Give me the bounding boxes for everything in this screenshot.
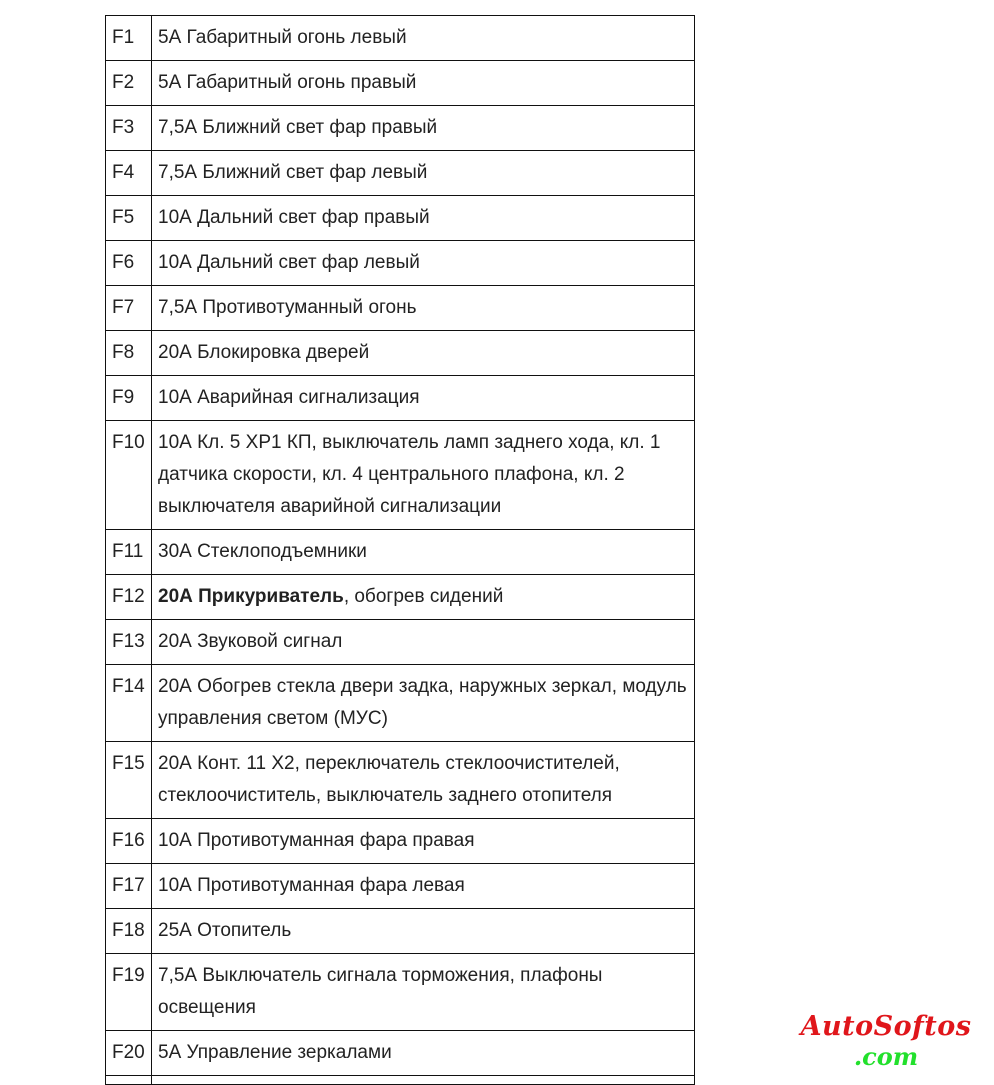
fuse-id: F17 (106, 864, 152, 909)
fuse-description-text: 10А Противотуманная фара левая (158, 875, 465, 896)
fuse-description (152, 151, 695, 196)
fuse-description (152, 421, 695, 530)
fuse-row (106, 954, 695, 1031)
fuse-row (106, 665, 695, 742)
fuse-description (152, 241, 695, 286)
fuse-id: F5 (106, 196, 152, 241)
fuse-description-text: 20А Блокировка дверей (158, 342, 370, 363)
fuse-row (106, 620, 695, 665)
fuse-description (152, 106, 695, 151)
fuse-description-text: 5А Габаритный огонь левый (158, 27, 407, 48)
fuse-id: F10 (106, 421, 152, 530)
fuse-description-text: 25А Отопитель (158, 920, 292, 941)
fuse-id: F20 (106, 1031, 152, 1076)
fuse-row (106, 864, 695, 909)
fuse-description-text: 10А Кл. 5 ХР1 КП, выключатель ламп заднего хода, кл. 1 датчика скорости, кл. 4 центрального плафона, кл. 2 выключателя аварийной сигнализации (158, 432, 661, 517)
fuse-description-text: 30А Стеклоподъемники (158, 541, 367, 562)
fuse-description (152, 819, 695, 864)
fuse-description-text: 7,5А Противотуманный огонь (158, 297, 417, 318)
fuse-description-text: , обогрев сидений (343, 586, 504, 607)
fuse-id (106, 1076, 152, 1085)
fuse-description (152, 530, 695, 575)
fuse-description (152, 331, 695, 376)
fuse-table-body (106, 16, 695, 1085)
fuse-description-text: 20А Конт. 11 Х2, переключатель стеклоочистителей, стеклоочиститель, выключатель заднего отопителя (158, 753, 620, 806)
fuse-row (106, 421, 695, 530)
fuse-description-text: 7,5А Ближний свет фар правый (158, 117, 438, 138)
fuse-description-text: 10А Аварийная сигнализация (158, 387, 420, 408)
fuse-table (105, 15, 695, 1085)
watermark-sub-text: .com (853, 1042, 919, 1071)
fuse-id: F12 (106, 575, 152, 620)
fuse-row (106, 241, 695, 286)
watermark-logo (786, 1010, 986, 1070)
fuse-id: F3 (106, 106, 152, 151)
fuse-id: F7 (106, 286, 152, 331)
fuse-row (106, 742, 695, 819)
fuse-id: F15 (106, 742, 152, 819)
fuse-row (106, 196, 695, 241)
fuse-description (152, 742, 695, 819)
fuse-row (106, 1031, 695, 1076)
fuse-id: F4 (106, 151, 152, 196)
fuse-description (152, 575, 695, 620)
fuse-description (152, 665, 695, 742)
fuse-description-text: 10А Дальний свет фар правый (158, 207, 430, 228)
fuse-description-text: 7,5А Ближний свет фар левый (158, 162, 428, 183)
fuse-row (106, 376, 695, 421)
watermark-main-text: AutoSoftos (800, 1011, 972, 1042)
fuse-row (106, 106, 695, 151)
fuse-row (106, 819, 695, 864)
fuse-id: F11 (106, 530, 152, 575)
fuse-row-partial (106, 1076, 695, 1085)
fuse-description-text: 10А Противотуманная фара правая (158, 830, 475, 851)
fuse-description (152, 16, 695, 61)
fuse-description (152, 376, 695, 421)
fuse-description (152, 286, 695, 331)
fuse-description-text: 20А Обогрев стекла двери задка, наружных зеркал, модуль управления светом (МУС) (158, 676, 687, 729)
fuse-id: F14 (106, 665, 152, 742)
fuse-description-text: 5А Управление зеркалами (158, 1042, 392, 1063)
fuse-description-text: 5А Габаритный огонь правый (158, 72, 417, 93)
fuse-id: F18 (106, 909, 152, 954)
fuse-id: F1 (106, 16, 152, 61)
fuse-row (106, 909, 695, 954)
fuse-id: F2 (106, 61, 152, 106)
fuse-description-text: 10А Дальний свет фар левый (158, 252, 420, 273)
fuse-description-text: 20А Звуковой сигнал (158, 631, 343, 652)
fuse-description (152, 1031, 695, 1076)
fuse-id: F6 (106, 241, 152, 286)
fuse-row (106, 61, 695, 106)
fuse-row (106, 286, 695, 331)
fuse-row (106, 151, 695, 196)
fuse-id: F13 (106, 620, 152, 665)
fuse-description (152, 61, 695, 106)
fuse-description (152, 954, 695, 1031)
fuse-row (106, 530, 695, 575)
fuse-id: F19 (106, 954, 152, 1031)
fuse-description (152, 864, 695, 909)
fuse-row (106, 331, 695, 376)
fuse-row (106, 575, 695, 620)
fuse-description-text: 7,5А Выключатель сигнала торможения, плафоны освещения (158, 965, 603, 1018)
fuse-description (152, 196, 695, 241)
fuse-description (152, 909, 695, 954)
fuse-description (152, 1076, 695, 1085)
fuse-id: F8 (106, 331, 152, 376)
fuse-id: F9 (106, 376, 152, 421)
fuse-row (106, 16, 695, 61)
fuse-description (152, 620, 695, 665)
fuse-description-bold: 20А Прикуриватель (158, 586, 344, 607)
fuse-id: F16 (106, 819, 152, 864)
